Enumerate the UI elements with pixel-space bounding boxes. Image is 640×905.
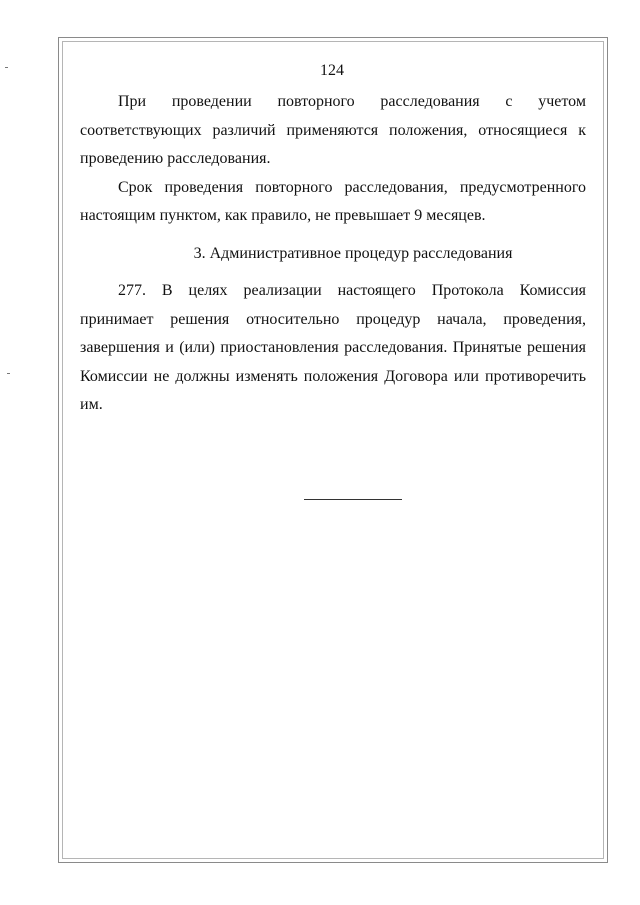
- paragraph-repeat-investigation-term: Срок проведения повторного расследования, предусмотренного настоящим пунктом, как правило, не превышает 9 месяцев.: [80, 178, 586, 224]
- section-heading: 3. Административное процедур расследования: [193, 244, 513, 262]
- paragraph-277: 277. В целях реализации настоящего Протокола Комиссия принимает решения относительно процедур начала, проведения, завершения и (или) приостановления расследования. Принятые решения Комиссии не должны изменять положения Договора или противоречить им.: [80, 282, 586, 413]
- paragraph-repeat-investigation-provisions: При проведении повторного расследования с учетом соответствующих различий применяются положения, относящиеся к проведению расследования.: [80, 93, 586, 167]
- scan-mark: [7, 373, 10, 374]
- document-body: [80, 88, 586, 420]
- end-separator-line: [304, 499, 402, 500]
- page-number: 124: [320, 62, 344, 79]
